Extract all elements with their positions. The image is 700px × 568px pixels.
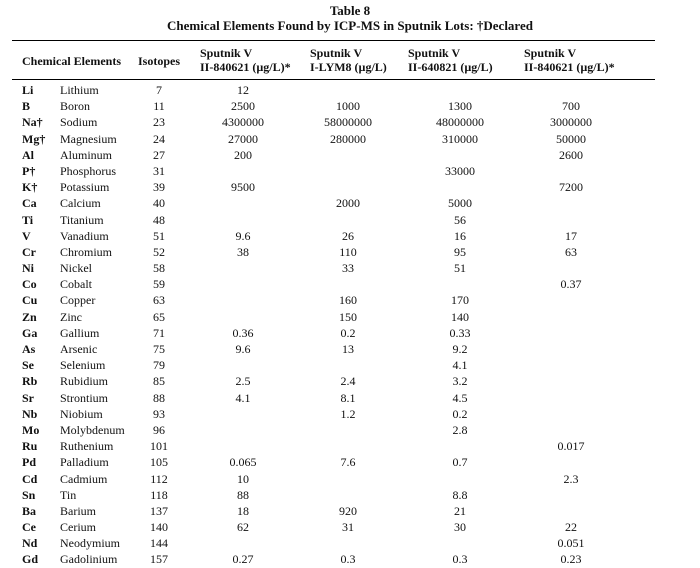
- lot-3-value: 5000: [448, 196, 472, 211]
- element-symbol: Cd: [22, 471, 38, 486]
- table-row: [0, 422, 700, 438]
- header-lot-3-name: Sputnik V: [408, 46, 461, 60]
- element-symbol: Ru: [22, 439, 38, 454]
- isotope-value: 65: [153, 309, 165, 324]
- header-lot-1: [200, 46, 291, 74]
- element-name: Boron: [60, 99, 90, 114]
- table-row: [0, 179, 700, 195]
- isotope-value: 79: [153, 358, 165, 373]
- element-symbol: Pd: [22, 455, 37, 470]
- lot-1-value: 2500: [231, 99, 255, 114]
- element-symbol: Nb: [22, 406, 38, 421]
- isotope-value: 85: [153, 374, 165, 389]
- lot-1-value: 88: [237, 487, 249, 502]
- lot-3-value: 3.2: [452, 374, 468, 389]
- element-symbol: Nd: [22, 536, 38, 551]
- isotope-value: 144: [150, 536, 168, 551]
- lot-3-value: 30: [454, 520, 466, 535]
- lot-4-value: 0.23: [560, 552, 582, 567]
- element-name: Rubidium: [60, 374, 109, 389]
- table-row: [0, 471, 700, 487]
- element-name: Arsenic: [60, 342, 98, 356]
- element-name: Potassium: [60, 180, 110, 195]
- element-symbol: Mo: [22, 422, 40, 437]
- element-symbol: Ni: [22, 261, 34, 276]
- element-name: Phosphorus: [60, 163, 117, 178]
- lot-2-value: 8.1: [340, 390, 356, 405]
- lot-3-value: 48000000: [436, 115, 484, 130]
- table-subtitle: Chemical Elements Found by ICP-MS in Sputnik Lots: †Declared: [167, 18, 533, 33]
- lot-3-value: 16: [454, 228, 466, 243]
- lot-1-value: 200: [234, 147, 252, 162]
- table-row: [0, 228, 700, 244]
- lot-4-value: 0.017: [557, 439, 585, 454]
- table-row: [0, 390, 700, 406]
- table-row: [0, 114, 700, 130]
- lot-3-value: 8.8: [452, 487, 468, 502]
- table-row: [0, 357, 700, 373]
- lot-1-value: 38: [237, 244, 249, 259]
- element-name: Vanadium: [60, 228, 109, 243]
- element-name: Titanium: [60, 212, 104, 227]
- header-lot-3-unit: II-640821 (µg/L): [408, 60, 493, 74]
- lot-4-value: 700: [562, 99, 580, 114]
- element-name: Molybdenum: [60, 422, 125, 437]
- lot-4-value: 50000: [556, 131, 586, 146]
- header-lot-2: [310, 46, 387, 74]
- lot-1-value: 18: [237, 503, 249, 518]
- element-name: Niobium: [60, 406, 103, 421]
- lot-1-value: 9.6: [235, 228, 251, 243]
- table-row: [0, 309, 700, 325]
- element-symbol: Sr: [22, 390, 34, 405]
- isotope-value: 58: [153, 261, 165, 276]
- table-row: [0, 244, 700, 260]
- table-row: [0, 373, 700, 389]
- element-symbol: Ce: [22, 520, 36, 535]
- element-name: Cobalt: [60, 277, 92, 292]
- lot-1-value: 27000: [228, 131, 258, 146]
- table-row: [0, 535, 700, 551]
- lot-2-value: 26: [342, 228, 354, 243]
- element-name: Selenium: [60, 358, 106, 373]
- table-row: [0, 341, 700, 357]
- lot-4-value: 63: [565, 244, 577, 259]
- lot-2-value: 160: [339, 293, 357, 308]
- header-rule: [12, 79, 655, 80]
- element-name: Chromium: [60, 244, 113, 259]
- header-lot-4-unit: II-840621 (µg/L)*: [524, 60, 615, 74]
- isotope-value: 88: [153, 390, 165, 405]
- lot-3-value: 0.7: [452, 455, 468, 470]
- lot-2-value: 2.4: [340, 374, 356, 389]
- table-row: [0, 438, 700, 454]
- table-row: [0, 487, 700, 503]
- isotope-value: 71: [153, 325, 165, 340]
- element-name: Gallium: [60, 325, 100, 340]
- element-symbol: Ba: [22, 503, 37, 518]
- lot-3-value: 0.2: [452, 406, 468, 421]
- lot-1-value: 4.1: [235, 390, 251, 405]
- element-name: Magnesium: [60, 131, 117, 146]
- header-lot-4: [524, 46, 615, 74]
- element-symbol: Al: [22, 147, 34, 162]
- isotope-value: 11: [153, 99, 165, 114]
- table-row: [0, 503, 700, 519]
- isotope-value: 137: [150, 503, 168, 518]
- element-symbol: B: [22, 99, 31, 114]
- isotope-value: 93: [153, 406, 165, 421]
- table-title: Table 8: [329, 3, 371, 18]
- lot-2-value: 58000000: [324, 115, 372, 130]
- element-name: Palladium: [60, 455, 109, 470]
- isotope-value: 23: [153, 115, 165, 130]
- header-lot-3: [408, 46, 493, 74]
- isotope-value: 59: [153, 277, 165, 292]
- table-row: [0, 276, 700, 292]
- top-rule: [12, 40, 655, 41]
- table-row: [0, 260, 700, 276]
- element-name: Lithium: [60, 83, 99, 97]
- isotope-value: 105: [150, 455, 168, 470]
- isotope-value: 118: [150, 487, 168, 502]
- lot-1-value: 62: [237, 520, 249, 535]
- lot-1-value: 0.27: [232, 552, 254, 567]
- element-name: Calcium: [60, 196, 101, 211]
- isotope-value: 140: [150, 520, 168, 535]
- element-symbol: Ti: [22, 212, 34, 227]
- element-symbol: Co: [22, 277, 37, 292]
- isotope-value: 101: [150, 439, 168, 454]
- element-symbol: Mg†: [22, 131, 46, 146]
- lot-3-value: 33000: [445, 163, 475, 178]
- isotope-value: 31: [153, 163, 165, 178]
- lot-1-value: 0.065: [229, 455, 257, 470]
- element-symbol: Sn: [22, 487, 36, 502]
- element-symbol: P†: [22, 163, 36, 178]
- table-row: [0, 406, 700, 422]
- lot-1-value: 9500: [231, 180, 255, 195]
- table-row: [0, 163, 700, 179]
- table-body: [0, 82, 700, 568]
- isotope-value: 157: [150, 552, 168, 567]
- element-name: Zinc: [60, 309, 82, 324]
- isotope-value: 7: [156, 83, 162, 97]
- lot-3-value: 140: [451, 309, 469, 324]
- lot-2-value: 150: [339, 309, 357, 324]
- element-symbol: K†: [22, 180, 38, 195]
- lot-4-value: 22: [565, 520, 577, 535]
- header-lot-1-unit: II-840621 (µg/L)*: [200, 60, 291, 74]
- element-symbol: Ga: [22, 325, 38, 340]
- element-symbol: Se: [22, 358, 34, 373]
- table-row: [0, 325, 700, 341]
- lot-2-value: 13: [342, 342, 354, 356]
- header-isotopes: Isotopes: [138, 54, 181, 68]
- lot-1-value: 0.36: [232, 325, 254, 340]
- lot-4-value: 2.3: [563, 471, 579, 486]
- element-symbol: Gd: [22, 552, 39, 567]
- lot-1-value: 4300000: [222, 115, 264, 130]
- lot-2-value: 2000: [336, 196, 360, 211]
- table-row: [0, 195, 700, 211]
- element-symbol: Cu: [22, 293, 38, 308]
- table-row: [0, 519, 700, 535]
- lot-1-value: 2.5: [235, 374, 251, 389]
- isotope-value: 112: [150, 471, 168, 486]
- lot-1-value: 12: [237, 83, 249, 97]
- element-name: Copper: [60, 293, 96, 308]
- table-row: [0, 147, 700, 163]
- element-symbol: As: [22, 342, 36, 356]
- element-name: Cadmium: [60, 471, 108, 486]
- element-name: Tin: [60, 487, 77, 502]
- header-lot-4-name: Sputnik V: [524, 46, 577, 60]
- element-name: Strontium: [60, 390, 109, 405]
- element-symbol: Zn: [22, 309, 37, 324]
- element-symbol: V: [22, 228, 31, 243]
- isotope-value: 39: [153, 180, 165, 195]
- lot-4-value: 0.051: [557, 536, 585, 551]
- lot-3-value: 4.5: [452, 390, 468, 405]
- lot-3-value: 9.2: [452, 342, 468, 356]
- isotope-value: 27: [153, 147, 165, 162]
- header-lot-2-unit: I-LYM8 (µg/L): [310, 60, 387, 74]
- isotope-value: 96: [153, 422, 165, 437]
- table-row: [0, 454, 700, 470]
- header-lot-2-name: Sputnik V: [310, 46, 363, 60]
- lot-4-value: 0.37: [560, 277, 582, 292]
- lot-3-value: 51: [454, 261, 466, 276]
- lot-3-value: 310000: [442, 131, 478, 146]
- element-name: Neodymium: [60, 536, 120, 551]
- lot-2-value: 0.3: [340, 552, 356, 567]
- element-symbol: Ca: [22, 196, 37, 211]
- lot-4-value: 2600: [559, 147, 583, 162]
- isotope-value: 51: [153, 228, 165, 243]
- lot-2-value: 33: [342, 261, 354, 276]
- isotope-value: 40: [153, 196, 165, 211]
- lot-2-value: 1000: [336, 99, 360, 114]
- lot-1-value: 10: [237, 471, 249, 486]
- lot-2-value: 110: [339, 244, 357, 259]
- lot-4-value: 7200: [559, 180, 583, 195]
- table-row: [0, 212, 700, 228]
- element-symbol: Rb: [22, 374, 38, 389]
- element-name: Ruthenium: [60, 439, 114, 454]
- lot-2-value: 1.2: [340, 406, 356, 421]
- isotope-value: 75: [153, 342, 165, 356]
- lot-3-value: 1300: [448, 99, 472, 114]
- lot-2-value: 31: [342, 520, 354, 535]
- element-name: Sodium: [60, 115, 98, 130]
- lot-1-value: 9.6: [235, 342, 251, 356]
- lot-3-value: 95: [454, 244, 466, 259]
- header-element: Chemical Elements: [22, 54, 121, 68]
- lot-2-value: 920: [339, 503, 357, 518]
- lot-3-value: 56: [454, 212, 466, 227]
- lot-2-value: 0.2: [340, 325, 356, 340]
- table-row: [0, 551, 700, 567]
- table-row: [0, 292, 700, 308]
- element-name: Aluminum: [60, 147, 113, 162]
- element-name: Barium: [60, 503, 96, 518]
- lot-2-value: 280000: [330, 131, 366, 146]
- lot-2-value: 7.6: [340, 455, 356, 470]
- isotope-value: 52: [153, 244, 165, 259]
- table-row: [0, 98, 700, 114]
- element-name: Cerium: [60, 520, 96, 535]
- element-symbol: Cr: [22, 244, 36, 259]
- isotope-value: 48: [153, 212, 165, 227]
- element-name: Gadolinium: [60, 552, 118, 567]
- table-row: [0, 82, 700, 98]
- lot-3-value: 0.33: [449, 325, 471, 340]
- lot-3-value: 170: [451, 293, 469, 308]
- isotope-value: 63: [153, 293, 165, 308]
- isotope-value: 24: [153, 131, 165, 146]
- lot-4-value: 3000000: [550, 115, 592, 130]
- table-caption: [0, 0, 700, 33]
- lot-3-value: 0.3: [452, 552, 468, 567]
- table-row: [0, 131, 700, 147]
- lot-3-value: 21: [454, 503, 466, 518]
- element-symbol: Li: [22, 83, 34, 97]
- element-symbol: Na†: [22, 115, 43, 130]
- header-lot-1-name: Sputnik V: [200, 46, 253, 60]
- table-header: [0, 44, 700, 78]
- lot-4-value: 17: [565, 228, 577, 243]
- lot-3-value: 4.1: [452, 358, 468, 373]
- element-name: Nickel: [60, 261, 92, 276]
- lot-3-value: 2.8: [452, 422, 468, 437]
